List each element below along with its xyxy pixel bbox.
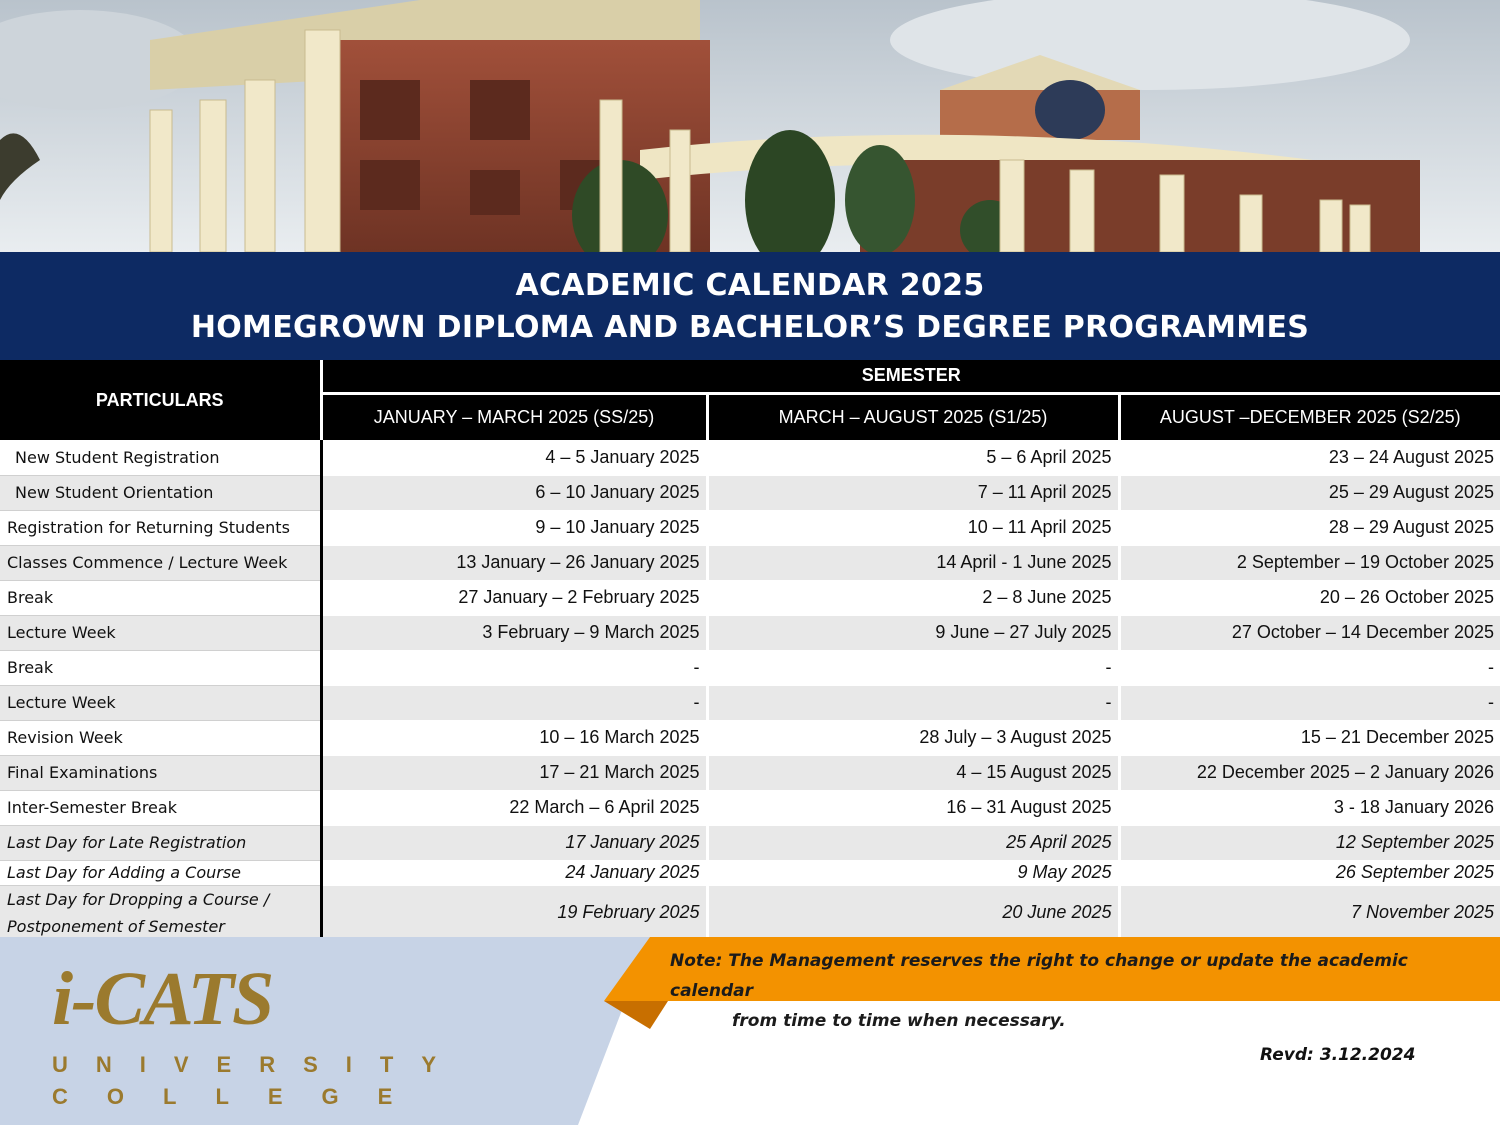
cell-s225: 7 November 2025 bbox=[1119, 885, 1500, 941]
cell-s225: - bbox=[1119, 685, 1500, 720]
cell-s125: 4 – 15 August 2025 bbox=[707, 755, 1119, 790]
cell-s125: 2 – 8 June 2025 bbox=[707, 580, 1119, 615]
cell-s225: 27 October – 14 December 2025 bbox=[1119, 615, 1500, 650]
cell-s125: 5 – 6 April 2025 bbox=[707, 440, 1119, 475]
table-row bbox=[0, 755, 1500, 790]
cell-s125: - bbox=[707, 650, 1119, 685]
row-label: Registration for Returning Students bbox=[0, 510, 321, 545]
cell-s125: 16 – 31 August 2025 bbox=[707, 790, 1119, 825]
cell-s225: 26 September 2025 bbox=[1119, 860, 1500, 885]
row-label: Final Examinations bbox=[0, 755, 321, 790]
row-label: Inter-Semester Break bbox=[0, 790, 321, 825]
table-row bbox=[0, 615, 1500, 650]
cell-s225: 20 – 26 October 2025 bbox=[1119, 580, 1500, 615]
cell-ss25: 3 February – 9 March 2025 bbox=[321, 615, 707, 650]
table-row bbox=[0, 440, 1500, 475]
academic-calendar-table bbox=[0, 360, 1500, 943]
semester-header: SEMESTER bbox=[321, 360, 1500, 393]
cell-s125: 20 June 2025 bbox=[707, 885, 1119, 941]
cell-s225: 28 – 29 August 2025 bbox=[1119, 510, 1500, 545]
cell-s125: 28 July – 3 August 2025 bbox=[707, 720, 1119, 755]
row-label: Break bbox=[0, 580, 321, 615]
table-row bbox=[0, 580, 1500, 615]
cell-s125: 9 June – 27 July 2025 bbox=[707, 615, 1119, 650]
note-line1: Note: The Management reserves the right to change or update the academic calendar bbox=[670, 951, 1408, 1001]
management-note bbox=[670, 946, 1490, 1036]
table-row bbox=[0, 685, 1500, 720]
table-row bbox=[0, 885, 1500, 941]
row-label: Revision Week bbox=[0, 720, 321, 755]
row-label: Break bbox=[0, 650, 321, 685]
building-illustration bbox=[0, 0, 1500, 252]
cell-s225: 3 - 18 January 2026 bbox=[1119, 790, 1500, 825]
table-row bbox=[0, 475, 1500, 510]
cell-ss25: 6 – 10 January 2025 bbox=[321, 475, 707, 510]
row-label-line2: Postponement of Semester bbox=[7, 916, 225, 936]
cell-s125: - bbox=[707, 685, 1119, 720]
cell-ss25: 19 February 2025 bbox=[321, 885, 707, 941]
row-label: New Student Registration bbox=[0, 440, 321, 475]
cell-ss25: 13 January – 26 January 2025 bbox=[321, 545, 707, 580]
logo-college: COLLEGE bbox=[52, 1084, 432, 1109]
cell-s225: 25 – 29 August 2025 bbox=[1119, 475, 1500, 510]
table-row bbox=[0, 790, 1500, 825]
cell-ss25: 9 – 10 January 2025 bbox=[321, 510, 707, 545]
row-label bbox=[0, 885, 321, 941]
semester-s225-header: AUGUST –DECEMBER 2025 (S2/25) bbox=[1119, 393, 1500, 440]
table-row bbox=[0, 860, 1500, 885]
semester-s125-header: MARCH – AUGUST 2025 (S1/25) bbox=[707, 393, 1119, 440]
table-row bbox=[0, 510, 1500, 545]
cell-s225: - bbox=[1119, 650, 1500, 685]
cell-s225: 23 – 24 August 2025 bbox=[1119, 440, 1500, 475]
logo-wordmark: i-CATS bbox=[52, 957, 273, 1041]
campus-building-photo bbox=[0, 0, 1500, 252]
row-label: Classes Commence / Lecture Week bbox=[0, 545, 321, 580]
cell-s225: 22 December 2025 – 2 January 2026 bbox=[1119, 755, 1500, 790]
cell-s125: 7 – 11 April 2025 bbox=[707, 475, 1119, 510]
programme-subtitle: HOMEGROWN DIPLOMA AND BACHELOR’S DEGREE PROGRAMMES bbox=[190, 310, 1310, 345]
row-label: New Student Orientation bbox=[0, 475, 321, 510]
cell-ss25: 10 – 16 March 2025 bbox=[321, 720, 707, 755]
cell-s225: 15 – 21 December 2025 bbox=[1119, 720, 1500, 755]
row-label: Last Day for Adding a Course bbox=[0, 860, 321, 885]
cell-ss25: 22 March – 6 April 2025 bbox=[321, 790, 707, 825]
row-label: Lecture Week bbox=[0, 685, 321, 720]
table-row bbox=[0, 545, 1500, 580]
table-row bbox=[0, 720, 1500, 755]
title-band bbox=[0, 252, 1500, 360]
cell-s125: 14 April - 1 June 2025 bbox=[707, 545, 1119, 580]
cell-ss25: 17 January 2025 bbox=[321, 825, 707, 860]
cell-ss25: 17 – 21 March 2025 bbox=[321, 755, 707, 790]
cell-s125: 10 – 11 April 2025 bbox=[707, 510, 1119, 545]
revision-date: Revd: 3.12.2024 bbox=[1260, 1045, 1416, 1065]
row-label: Lecture Week bbox=[0, 615, 321, 650]
cell-ss25: 24 January 2025 bbox=[321, 860, 707, 885]
cell-ss25: 27 January – 2 February 2025 bbox=[321, 580, 707, 615]
table-row bbox=[0, 825, 1500, 860]
cell-ss25: - bbox=[321, 685, 707, 720]
cell-s225: 12 September 2025 bbox=[1119, 825, 1500, 860]
cell-ss25: - bbox=[321, 650, 707, 685]
cell-s125: 25 April 2025 bbox=[707, 825, 1119, 860]
logo-university: UNIVERSITY bbox=[52, 1052, 465, 1077]
cell-s125: 9 May 2025 bbox=[707, 860, 1119, 885]
cell-s225: 2 September – 19 October 2025 bbox=[1119, 545, 1500, 580]
cell-ss25: 4 – 5 January 2025 bbox=[321, 440, 707, 475]
calendar-title: ACADEMIC CALENDAR 2025 bbox=[515, 268, 985, 303]
particulars-header: PARTICULARS bbox=[0, 360, 321, 440]
note-line2: from time to time when necessary. bbox=[732, 1011, 1066, 1031]
row-label-line1: Last Day for Dropping a Course / bbox=[7, 889, 270, 909]
row-label: Last Day for Late Registration bbox=[0, 825, 321, 860]
table-row bbox=[0, 650, 1500, 685]
icats-logo bbox=[46, 956, 465, 1116]
semester-ss25-header: JANUARY – MARCH 2025 (SS/25) bbox=[321, 393, 707, 440]
